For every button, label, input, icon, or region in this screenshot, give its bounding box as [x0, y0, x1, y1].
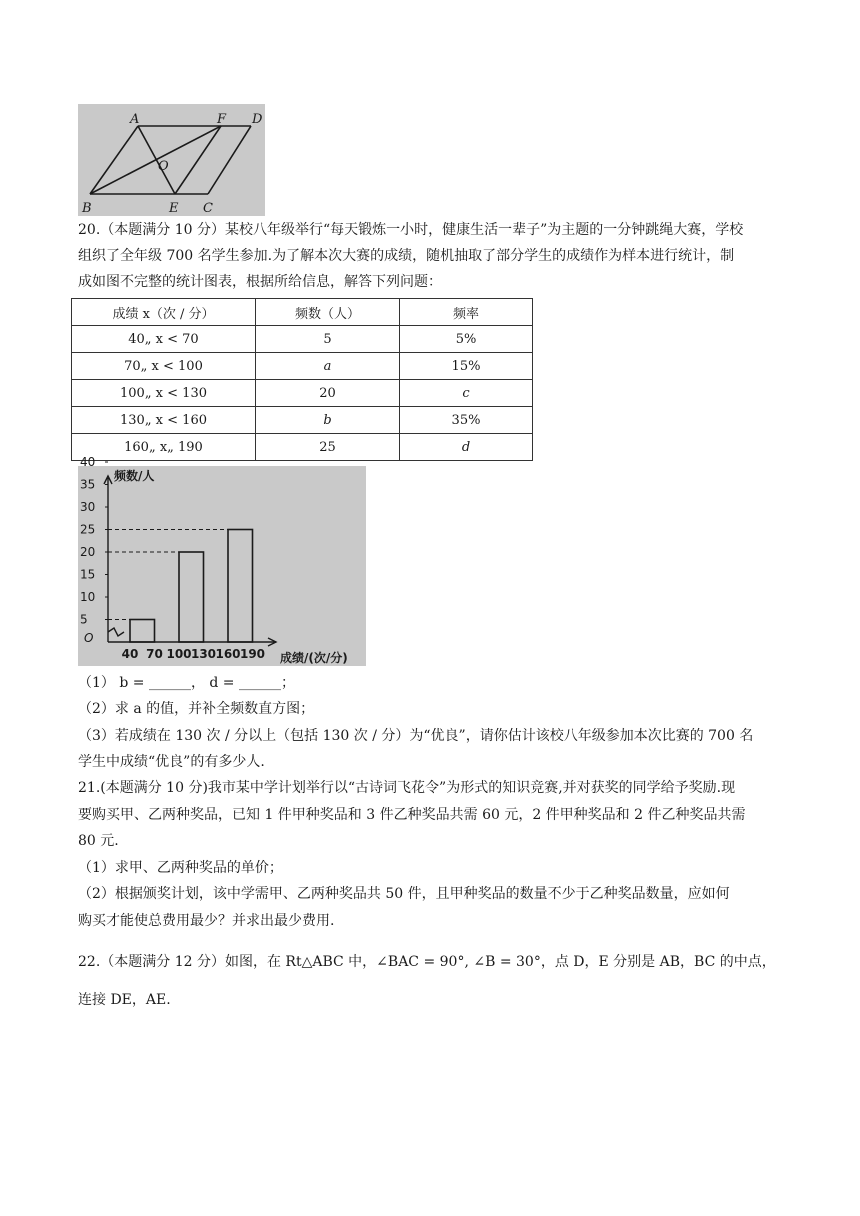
table-row	[72, 380, 533, 407]
table-cell-rate: 5%	[400, 326, 533, 353]
label-b: B	[82, 201, 92, 216]
y-tick-label: 25	[80, 522, 96, 537]
y-tick-label: 20	[80, 545, 96, 559]
table-cell-count: 5	[256, 326, 400, 353]
table-cell-range: 130„ x < 160	[72, 407, 256, 434]
y-tick-label: 10	[80, 590, 96, 604]
label-e: E	[169, 201, 179, 216]
table-cell-rate: 35%	[400, 407, 533, 434]
table-row	[72, 407, 533, 434]
x-axis-title: 成绩/(次/分)	[280, 651, 348, 665]
table-header: 频率	[400, 299, 533, 326]
label-c: C	[203, 201, 213, 216]
axis-break-mark	[108, 628, 124, 636]
table-cell-rate: d	[400, 434, 533, 461]
label-a: A	[130, 112, 140, 127]
frequency-table	[71, 298, 533, 461]
histogram-figure	[78, 455, 366, 666]
table-header: 频数（人）	[256, 299, 400, 326]
x-tick-label: 190	[239, 647, 266, 661]
x-tick-label: 40	[121, 647, 139, 661]
table-cell-count: 25	[256, 434, 400, 461]
table-cell-rate: 15%	[400, 353, 533, 380]
table-cell-range: 70„ x < 100	[72, 353, 256, 380]
table-row	[72, 353, 533, 380]
histogram-bar	[179, 552, 204, 642]
label-f: F	[217, 112, 227, 127]
q20-part-3: （3）若成绩在 130 次 / 分以上（包括 130 次 / 分）为“优良”，请你估计该校八年级参加本次比赛的 700 名	[78, 728, 754, 744]
q22-line-2: 连接 DE，AE.	[78, 992, 171, 1008]
y-tick-label: 40	[80, 455, 96, 469]
segment-ab	[90, 126, 138, 194]
table-header: 成绩 x（次 / 分）	[72, 299, 256, 326]
q20-line-2: 组织了全年级 700 名学生参加.为了解本次大赛的成绩，随机抽取了部分学生的成绩作为样本进行统计，制	[78, 248, 735, 264]
x-tick-label: 70	[146, 647, 163, 661]
x-tick-label: 130	[190, 647, 217, 661]
histogram-bar	[130, 620, 155, 643]
segment-bf	[90, 126, 221, 194]
segment-ae	[138, 126, 175, 194]
table-row	[72, 434, 533, 461]
q20-part-1: （1） b = ______， d = ______；	[78, 675, 295, 691]
y-axis-title: 频数/人	[114, 469, 155, 483]
origin-label: O	[84, 631, 94, 645]
label-o: O	[158, 159, 169, 174]
y-tick-label: 30	[80, 500, 96, 514]
table-cell-count: b	[256, 407, 400, 434]
table-cell-rate: c	[400, 380, 533, 407]
y-tick-label: 5	[80, 612, 88, 627]
q21-part-1: （1）求甲、乙两种奖品的单价；	[78, 860, 283, 876]
y-tick-label: 15	[80, 567, 96, 582]
label-d: D	[252, 112, 263, 127]
table-header-row	[72, 299, 533, 326]
q21-line-2: 要购买甲、乙两种奖品，已知 1 件甲种奖品和 3 件乙种奖品共需 60 元，2 件甲种奖品和 2 件乙种奖品共需	[78, 807, 746, 823]
table-cell-count: 20	[256, 380, 400, 407]
q21-line-1: 21.(本题满分 10 分)我市某中学计划举行以“古诗词飞花令”为形式的知识竞赛,并对获奖的同学给予奖励.现	[78, 780, 736, 796]
x-tick-label: 100	[166, 647, 192, 661]
table-cell-count: a	[256, 353, 400, 380]
q22-line-1: 22.（本题满分 12 分）如图，在 Rt△ABC 中，∠BAC = 90°, ∠B = 30°，点 D，E 分别是 AB，BC 的中点，	[78, 954, 776, 970]
y-tick-label: 35	[80, 477, 96, 492]
q20-line-1: 20.（本题满分 10 分）某校八年级举行“每天锻炼一小时，健康生活一辈子”为主题的一分钟跳绳大赛，学校	[78, 222, 744, 238]
table-cell-range: 100„ x < 130	[72, 380, 256, 407]
q20-part-3-cont: 学生中成绩“优良”的有多少人.	[78, 754, 265, 770]
q21-line-3: 80 元.	[78, 833, 119, 849]
table-cell-range: 160„ x„ 190	[72, 434, 256, 461]
histogram-bar	[228, 530, 253, 643]
q20-line-3: 成如图不完整的统计图表，根据所给信息，解答下列问题：	[78, 274, 442, 290]
q20-part-2: （2）求 a 的值，并补全频数直方图；	[78, 701, 315, 717]
parallelogram-diagram	[78, 104, 265, 216]
table-cell-range: 40„ x < 70	[72, 326, 256, 353]
q21-part-2-cont: 购买才能使总费用最少？并求出最少费用.	[78, 913, 335, 929]
table-row	[72, 326, 533, 353]
parallelogram-figure	[78, 104, 265, 216]
histogram-chart	[78, 455, 366, 666]
x-tick-label: 160	[215, 647, 241, 661]
q21-part-2: （2）根据颁奖计划，该中学需甲、乙两种奖品共 50 件，且甲种奖品的数量不少于乙种奖品数量，应如何	[78, 886, 730, 902]
